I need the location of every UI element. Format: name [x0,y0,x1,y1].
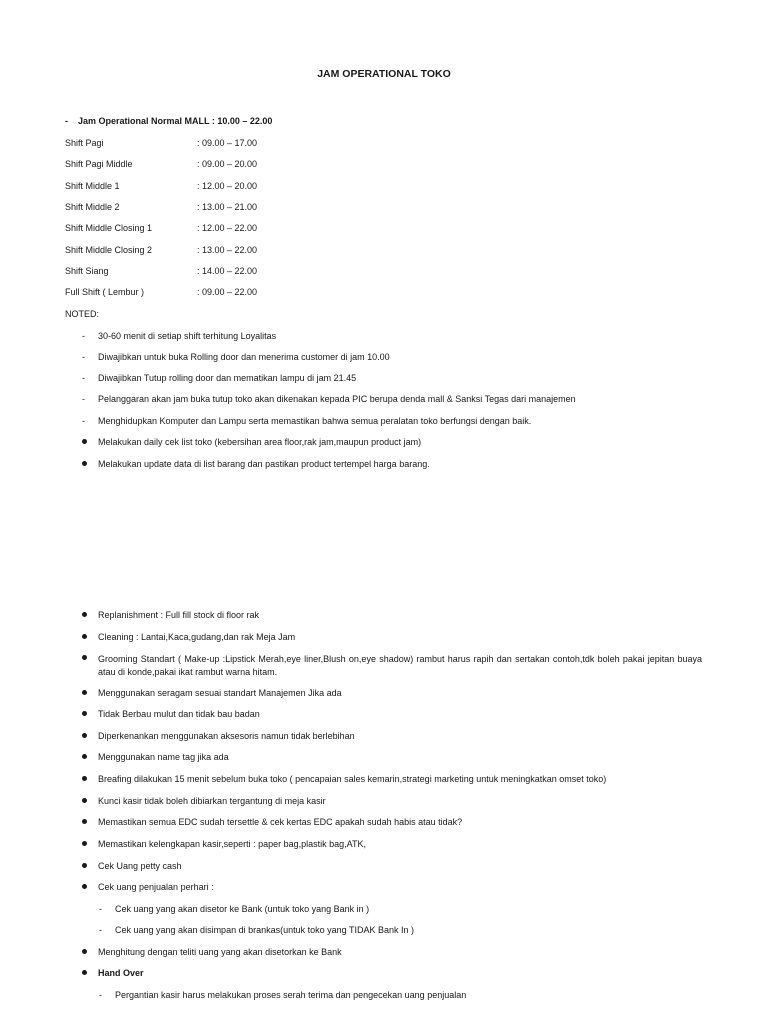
shift-name: Shift Middle Closing 2 [65,245,153,255]
dash-marker: - [82,394,85,404]
note-text: Menghidupkan Komputer dan Lampu serta memastikan bahwa semua peralatan toko berfungsi dengan baik. [98,416,532,426]
bullet-icon [82,839,94,849]
shift-row [65,138,257,148]
shift-time: : 13.00 – 21.00 [197,202,258,212]
operational-hours-heading [65,116,272,126]
document-title: JAM OPERATIONAL TOKO [317,68,451,80]
bullet-icon [82,459,94,469]
task-text: Breafing dilakukan 15 menit sebelum buka toko ( pencapaian sales kemarin,strategi marketing untuk meningkatkan omset toko) [98,774,607,784]
shift-time: : 14.00 – 22.00 [197,266,258,276]
noted-label: NOTED: [65,309,100,319]
shift-name: Shift Middle 2 [65,202,120,212]
handover-label: Hand Over [98,968,144,978]
dash-marker: - [82,331,85,341]
task-text: Replanishment : Full fill stock di floor rak [98,610,260,620]
shift-time: : 09.00 – 22.00 [197,287,258,297]
shift-time: : 09.00 – 20.00 [197,159,258,169]
bullet-icon [82,731,94,741]
task-text: Tidak Berbau mulut dan tidak bau badan [98,709,260,719]
task-text: Diperkenankan menggunakan aksesoris namun tidak berlebihan [98,731,355,741]
shift-row [65,159,257,169]
dash-marker: - [99,990,102,1000]
bullet-icon [82,688,94,698]
task-text: Menggunakan name tag jika ada [98,752,229,762]
bullet-icon [82,968,94,978]
shift-name: Shift Pagi [65,138,104,148]
task-text: Grooming Standart ( Make-up :Lipstick Merah,eye liner,Blush on,eye shadow) rambut harus rapih dan sertakan contoh,tdk boleh pakai jepitan buaya atau di konde,pakai ikat rambut warna hitam. [98,654,702,677]
subitem-text: Pergantian kasir harus melakukan proses serah terima dan pengecekan uang penjualan [115,990,467,1000]
dash-marker: - [99,925,102,935]
shift-row [65,181,257,191]
shift-time: : 12.00 – 22.00 [197,223,258,233]
note-text: Melakukan daily cek list toko (kebersihan area floor,rak jam,maupun product jam) [98,437,422,447]
shift-row [65,287,257,297]
dash-marker: - [99,904,102,914]
task-text: Cek uang penjualan perhari : [98,882,214,892]
bullet-icon [82,709,94,719]
shift-row [65,245,257,255]
shift-row [65,202,257,212]
bullet-icon [82,653,94,663]
bullet-icon [82,632,94,642]
dash-marker: - [65,116,68,126]
heading-text: Jam Operational Normal MALL : 10.00 – 22.00 [78,116,273,126]
shift-time: : 09.00 – 17.00 [197,138,258,148]
shift-name: Full Shift ( Lembur ) [65,287,145,297]
task-text: Menghitung dengan teliti uang yang akan disetorkan ke Bank [98,947,342,957]
task-text: Menggunakan seragam sesuai standart Manajemen Jika ada [98,688,342,698]
task-text: Cek Uang petty cash [98,861,182,871]
bullet-icon [82,610,94,620]
subitem-text: Cek uang yang akan disimpan di brankas(untuk toko yang TIDAK Bank In ) [115,925,415,935]
note-text: Pelanggaran akan jam buka tutup toko akan dikenakan kepada PIC berupa denda mall & Sanksi Tegas dari manajemen [98,394,576,404]
bullet-icon [82,861,94,871]
note-text: 30-60 menit di setiap shift terhitung Loyalitas [98,331,277,341]
note-text: Diwajibkan Tutup rolling door dan mematikan lampu di jam 21.45 [98,373,357,383]
note-text: Diwajibkan untuk buka Rolling door dan menerima customer di jam 10.00 [98,352,390,362]
bullet-icon [82,796,94,806]
task-text: Kunci kasir tidak boleh dibiarkan tergantung di meja kasir [98,796,326,806]
shift-name: Shift Siang [65,266,109,276]
shift-time: : 13.00 – 22.00 [197,245,258,255]
shift-name: Shift Middle Closing 1 [65,223,153,233]
shift-row [65,223,257,233]
bullet-icon [82,752,94,762]
bullet-icon [82,947,94,957]
task-text: Cleaning : Lantai,Kaca,gudang,dan rak Meja Jam [98,632,296,642]
shift-time: : 12.00 – 20.00 [197,181,258,191]
dash-marker: - [82,416,85,426]
task-text: Memastikan semua EDC sudah tersettle & cek kertas EDC apakah sudah habis atau tidak? [98,817,463,827]
note-text: Melakukan update data di list barang dan pastikan product tertempel harga barang. [98,459,430,469]
subitem-text: Cek uang yang akan disetor ke Bank (untuk toko yang Bank in ) [115,904,370,914]
dash-marker: - [82,352,85,362]
bullet-icon [82,882,94,892]
dash-marker: - [82,373,85,383]
shift-name: Shift Pagi Middle [65,159,133,169]
shift-row [65,266,257,276]
bullet-icon [82,437,94,447]
bullet-icon [82,817,94,827]
task-text: Memastikan kelengkapan kasir,seperti : paper bag,plastik bag,ATK, [98,839,366,849]
shift-name: Shift Middle 1 [65,181,120,191]
bullet-icon [82,774,94,784]
